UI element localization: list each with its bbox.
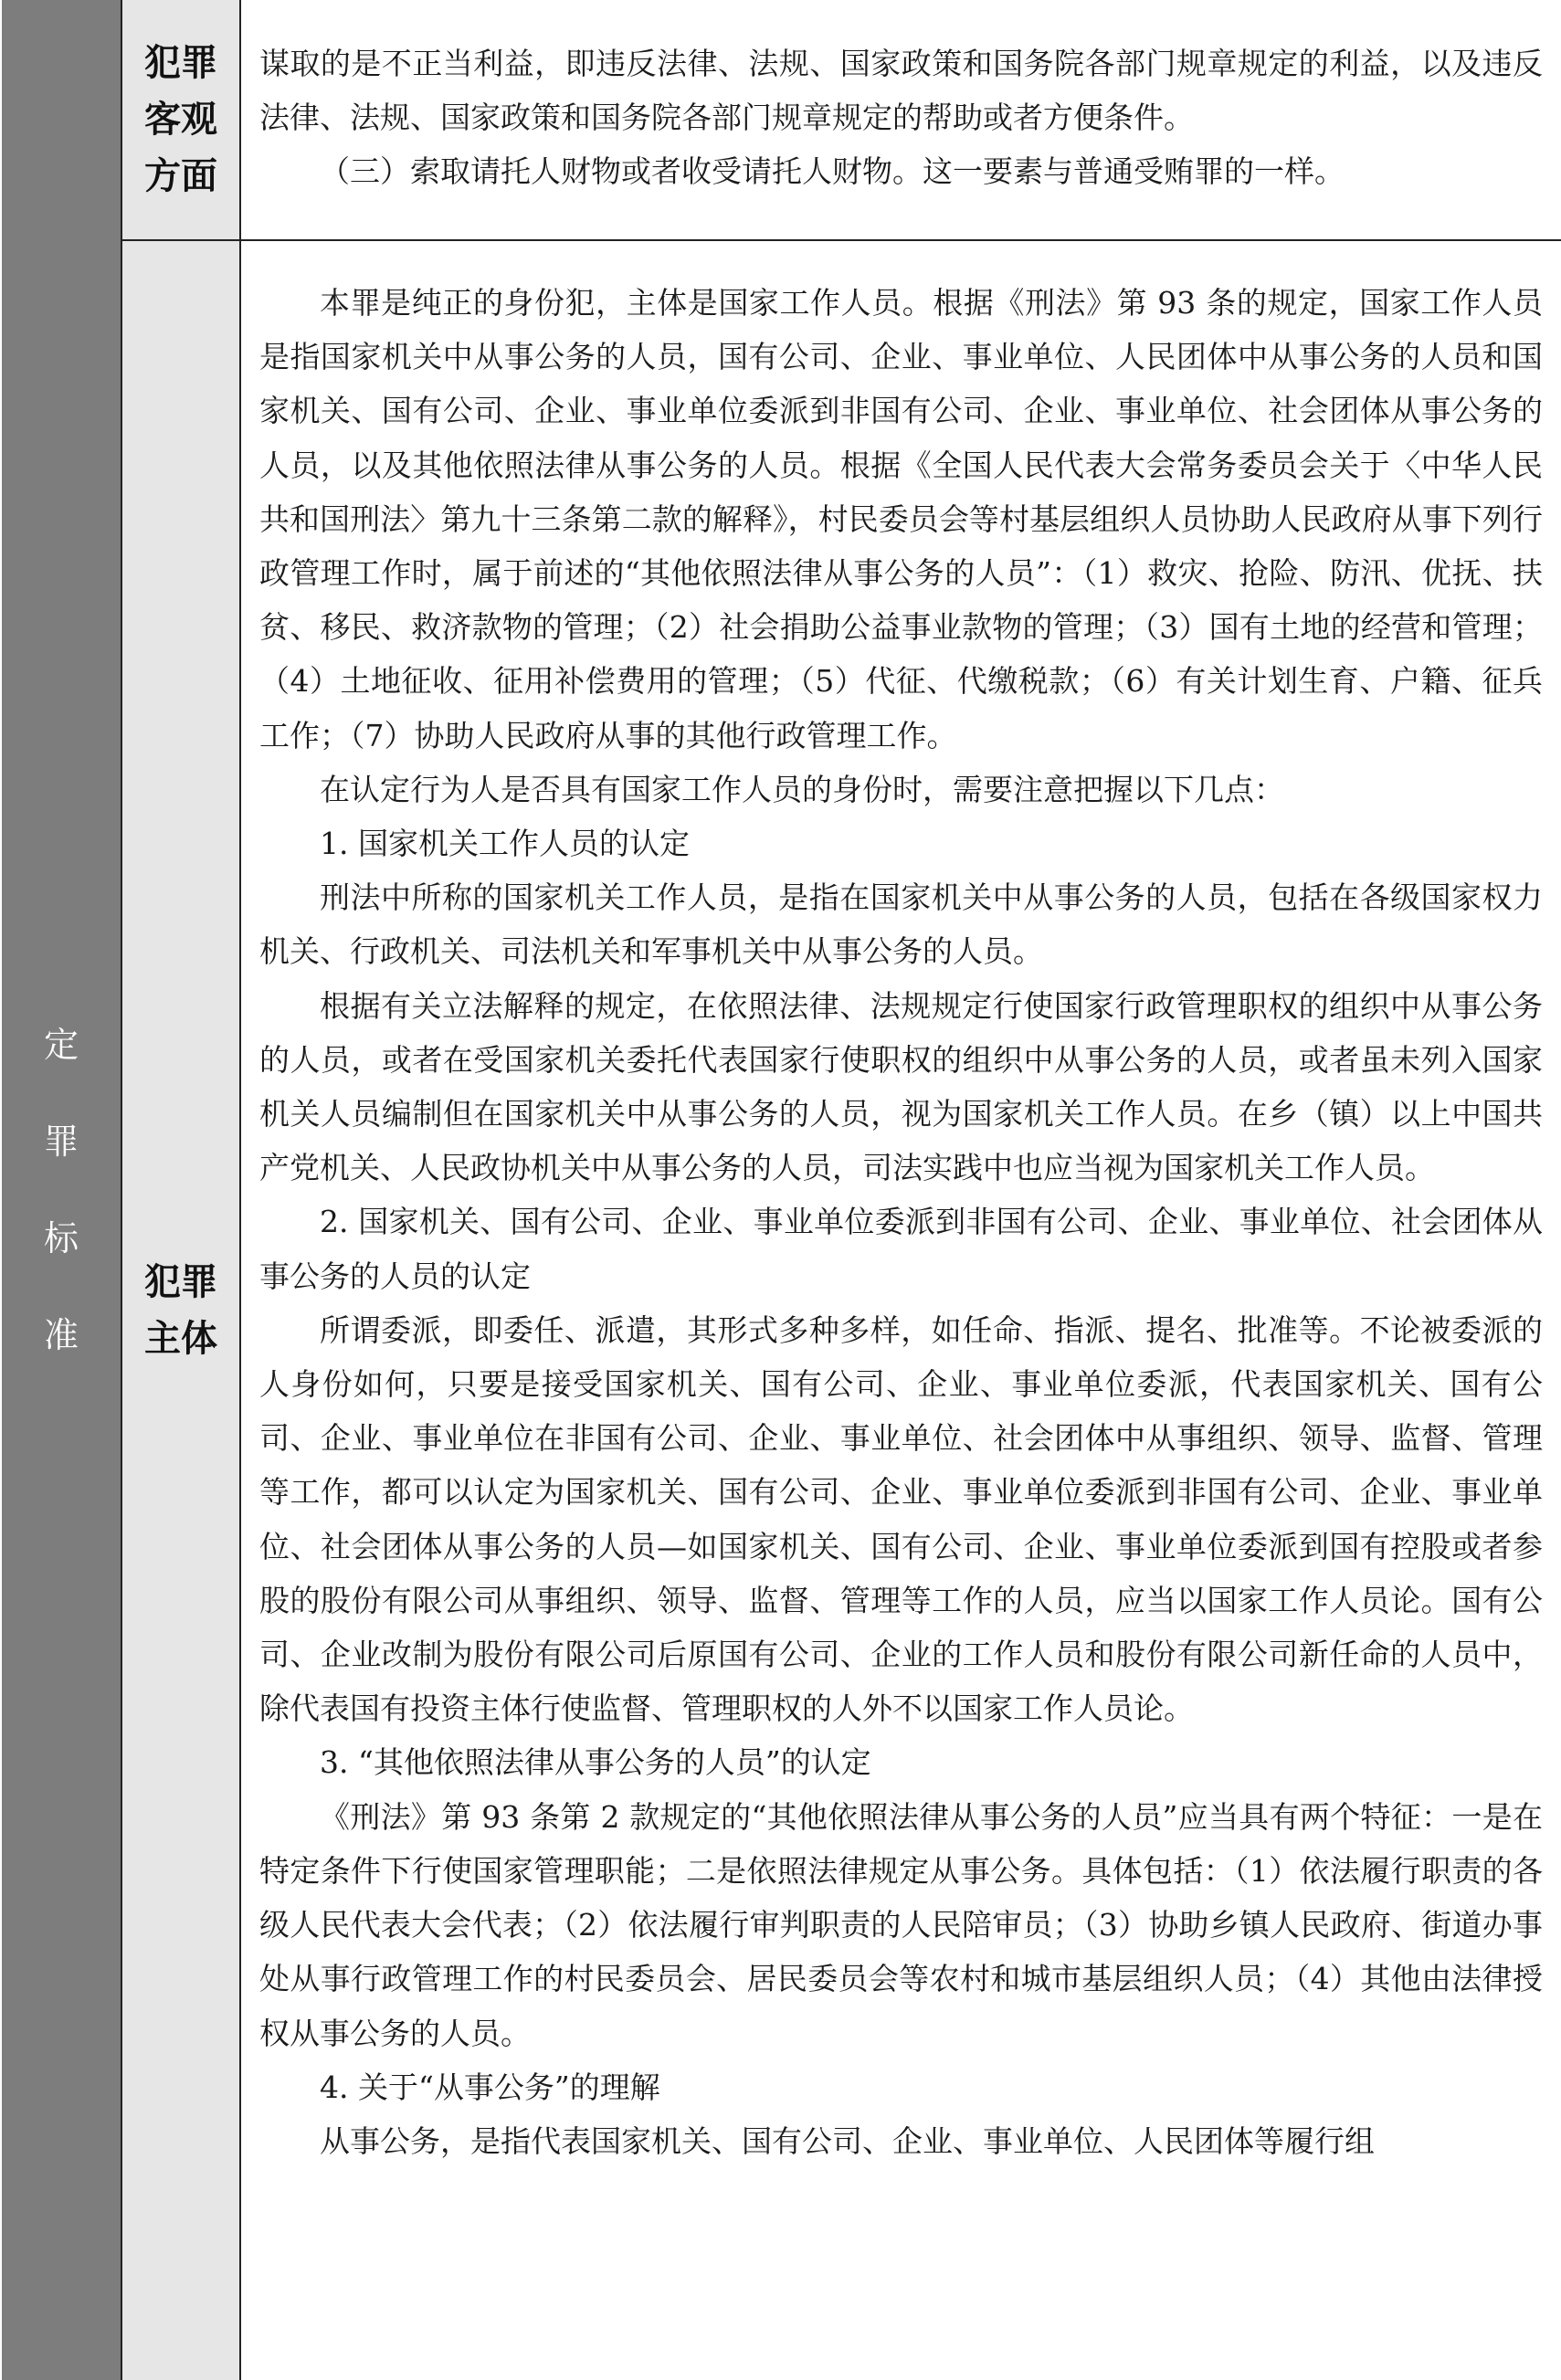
paragraph: 根据有关立法解释的规定，在依照法律、法规规定行使国家行政管理职权的组织中从事公务的人员，或者在受国家机关委托代表国家行使职权的组织中从事公务的人员，或者虽未列入国家机关人员编制但在国家机关中从事公务的人员，视为国家机关工作人员。在乡（镇）以上中国共产党机关、人民政协机关中从事公务的人员，司法实践中也应当视为国家机关工作人员。 <box>259 987 1543 1186</box>
row-label-objective: 犯罪客观方面 <box>144 42 217 197</box>
paragraph: 谋取的是不正当利益，即违反法律、法规、国家政策和国务院各部门规章规定的利益，以及违反法律、法规、国家政策和国务院各部门规章规定的帮助或者方便条件。 <box>259 46 1543 136</box>
paragraph: 在认定行为人是否具有国家工作人员的身份时，需要注意把握以下几点： <box>320 771 1284 807</box>
side-title-vertical <box>2 0 121 2380</box>
paragraph: 从事公务，是指代表国家机关、国有公司、企业、事业单位、人民团体等履行组 <box>320 2122 1375 2159</box>
side-title-char: 定 <box>43 1025 79 1065</box>
paragraph: 《刑法》第 93 条第 2 款规定的“其他依照法律从事公务的人员”应当具有两个特征：一是在特定条件下行使国家管理职能；二是依照法律规定从事公务。具体包括：（1）依法履行职责的各级人民代表大会代表；（2）依法履行审判职责的人民陪审员；（3）协助乡镇人民政府、街道办事处从事行政管理工作的村民委员会、居民委员会等农村和城市基层组织人员；（4）其他由法律授权从事公务的人员。 <box>259 1798 1543 2051</box>
paragraph: 刑法中所称的国家机关工作人员，是指在国家机关中从事公务的人员，包括在各级国家权力机关、行政机关、司法机关和军事机关中从事公务的人员。 <box>259 879 1543 970</box>
row-label-subject: 犯罪主体 <box>144 1261 217 1360</box>
table-row-objective <box>122 0 1561 241</box>
section-heading: 2. 国家机关、国有公司、企业、事业单位委派到非国有公司、企业、事业单位、社会团体从事公务的人员的认定 <box>259 1204 1543 1294</box>
side-band <box>2 0 122 2380</box>
paragraph: 本罪是纯正的身份犯，主体是国家工作人员。根据《刑法》第 93 条的规定，国家工作人员是指国家机关中从事公务的人员，国有公司、企业、事业单位、人民团体中从事公务的人员和国家机关、国有公司、企业、事业单位委派到非国有公司、企业、事业单位、社会团体从事公务的人员，以及其他依照法律从事公务的人员。根据《全国人民代表大会常务委员会关于〈中华人民共和国刑法〉第九十三条第二款的解释》，村民委员会等村基层组织人员协助人民政府从事下列行政管理工作时，属于前述的“其他依照法律从事公务的人员”：（1）救灾、抢险、防汛、优抚、扶贫、移民、救济款物的管理；（2）社会捐助公益事业款物的管理；（3）国有土地的经营和管理；（4）土地征收、征用补偿费用的管理；（5）代征、代缴税款；（6）有关计划生育、户籍、征兵工作；（7）协助人民政府从事的其他行政管理工作。 <box>259 285 1543 753</box>
row-content-subject <box>259 276 1543 2168</box>
section-heading: 3. “其他依照法律从事公务的人员”的认定 <box>320 1744 871 1781</box>
section-heading: 1. 国家机关工作人员的认定 <box>320 826 690 862</box>
side-title-char: 准 <box>43 1315 79 1355</box>
table-row-subject <box>122 241 1561 2380</box>
paragraph: 所谓委派，即委任、派遣，其形式多种多样，如任命、指派、提名、批准等。不论被委派的人身份如何，只要是接受国家机关、国有公司、企业、事业单位委派，代表国家机关、国有公司、企业、事业单位在非国有公司、企业、事业单位、社会团体中从事组织、领导、监督、管理等工作，都可以认定为国家机关、国有公司、企业、事业单位委派到非国有公司、企业、事业单位、社会团体从事公务的人员—如国家机关、国有公司、企业、事业单位委派到国有控股或者参股的股份有限公司从事组织、领导、监督、管理等工作的人员，应当以国家工作人员论。国有公司、企业改制为股份有限公司后原国有公司、企业的工作人员和股份有限公司新任命的人员中，除代表国有投资主体行使监督、管理职权的人外不以国家工作人员论。 <box>259 1311 1543 1727</box>
row-label-cell <box>122 0 241 239</box>
section-heading: 4. 关于“从事公务”的理解 <box>320 2069 660 2105</box>
paragraph: （三）索取请托人财物或者收受请托人财物。这一要素与普通受贿罪的一样。 <box>320 153 1345 190</box>
side-title-char: 标 <box>43 1218 79 1258</box>
row-content-objective <box>259 37 1543 199</box>
row-label-cell <box>122 241 241 2380</box>
side-title-char: 罪 <box>43 1122 79 1162</box>
